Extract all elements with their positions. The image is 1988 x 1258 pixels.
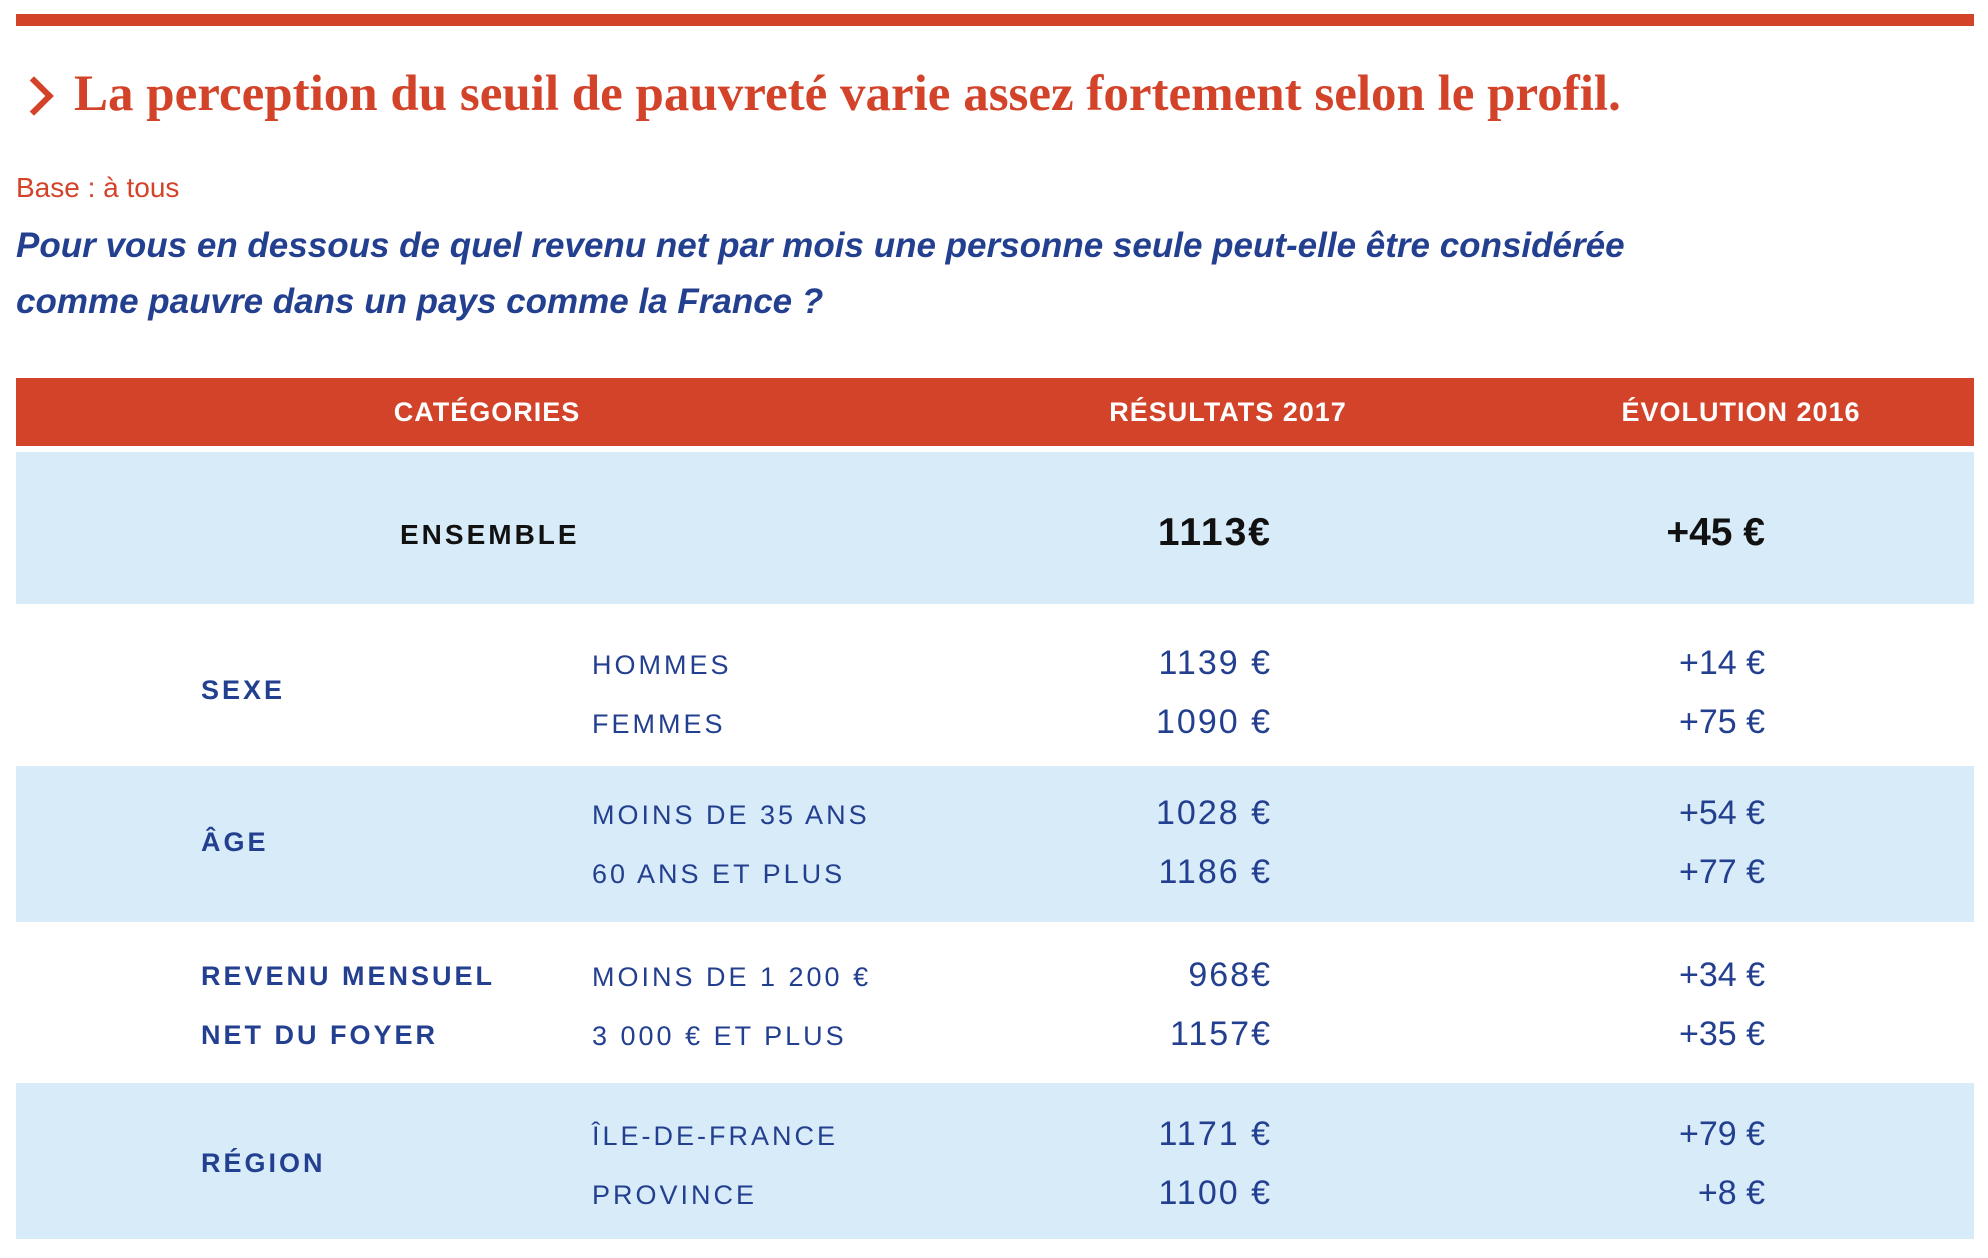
chevron-right-icon bbox=[14, 76, 54, 116]
row-evolution: +34 € bbox=[1678, 956, 1765, 994]
row-evolution: +35 € bbox=[1678, 1015, 1765, 1053]
column-header-evolution: ÉVOLUTION 2016 bbox=[1621, 397, 1861, 427]
column-header-categories: CATÉGORIES bbox=[393, 397, 581, 427]
top-rule bbox=[16, 14, 1974, 26]
group-label-line-1: REVENU MENSUEL bbox=[201, 961, 496, 991]
ensemble-result: 1113€ bbox=[1157, 511, 1272, 554]
row-result: 1171 € bbox=[1158, 1115, 1272, 1153]
row-result: 1186 € bbox=[1158, 853, 1272, 891]
question-line-1: Pour vous en dessous de quel revenu net par mois une personne seule peut-elle être considérée bbox=[16, 226, 1625, 265]
row-label: MOINS DE 35 ANS bbox=[592, 800, 870, 830]
ensemble-label: ENSEMBLE bbox=[400, 519, 580, 550]
row-label: 3 000 € ET PLUS bbox=[592, 1021, 847, 1051]
title-text: La perception du seuil de pauvreté varie assez fortement selon le profil. bbox=[74, 66, 1621, 122]
question-line-2: comme pauvre dans un pays comme la France ? bbox=[16, 282, 824, 321]
row-result: 1028 € bbox=[1156, 794, 1272, 832]
group-label: RÉGION bbox=[201, 1148, 326, 1178]
row-label: 60 ANS ET PLUS bbox=[592, 859, 846, 889]
row-label: ÎLE-DE-FRANCE bbox=[592, 1121, 839, 1151]
row-label: HOMMES bbox=[592, 650, 732, 680]
ensemble-evolution: +45 € bbox=[1666, 511, 1765, 554]
group-label-line-2: NET DU FOYER bbox=[201, 1020, 439, 1050]
row-result: 1157€ bbox=[1169, 1015, 1272, 1053]
table-header bbox=[16, 378, 1974, 446]
base-note: Base : à tous bbox=[16, 172, 180, 203]
row-result: 1090 € bbox=[1156, 703, 1272, 741]
row-evolution: +77 € bbox=[1678, 853, 1765, 891]
row-result: 968€ bbox=[1188, 956, 1272, 994]
row-result: 1139 € bbox=[1158, 644, 1272, 682]
row-label: MOINS DE 1 200 € bbox=[592, 962, 872, 992]
row-evolution: +14 € bbox=[1678, 644, 1765, 682]
survey-question bbox=[16, 218, 1916, 330]
row-evolution: +75 € bbox=[1678, 703, 1765, 741]
page-title bbox=[16, 62, 1621, 126]
row-evolution: +54 € bbox=[1678, 794, 1765, 832]
row-evolution: +79 € bbox=[1678, 1115, 1765, 1153]
group-label: ÂGE bbox=[201, 827, 269, 857]
row-result: 1100 € bbox=[1158, 1174, 1272, 1212]
group-label: SEXE bbox=[201, 675, 286, 705]
column-header-results: RÉSULTATS 2017 bbox=[1109, 397, 1347, 427]
row-evolution: +8 € bbox=[1697, 1174, 1765, 1212]
row-label: FEMMES bbox=[592, 709, 726, 739]
row-label: PROVINCE bbox=[592, 1180, 758, 1210]
